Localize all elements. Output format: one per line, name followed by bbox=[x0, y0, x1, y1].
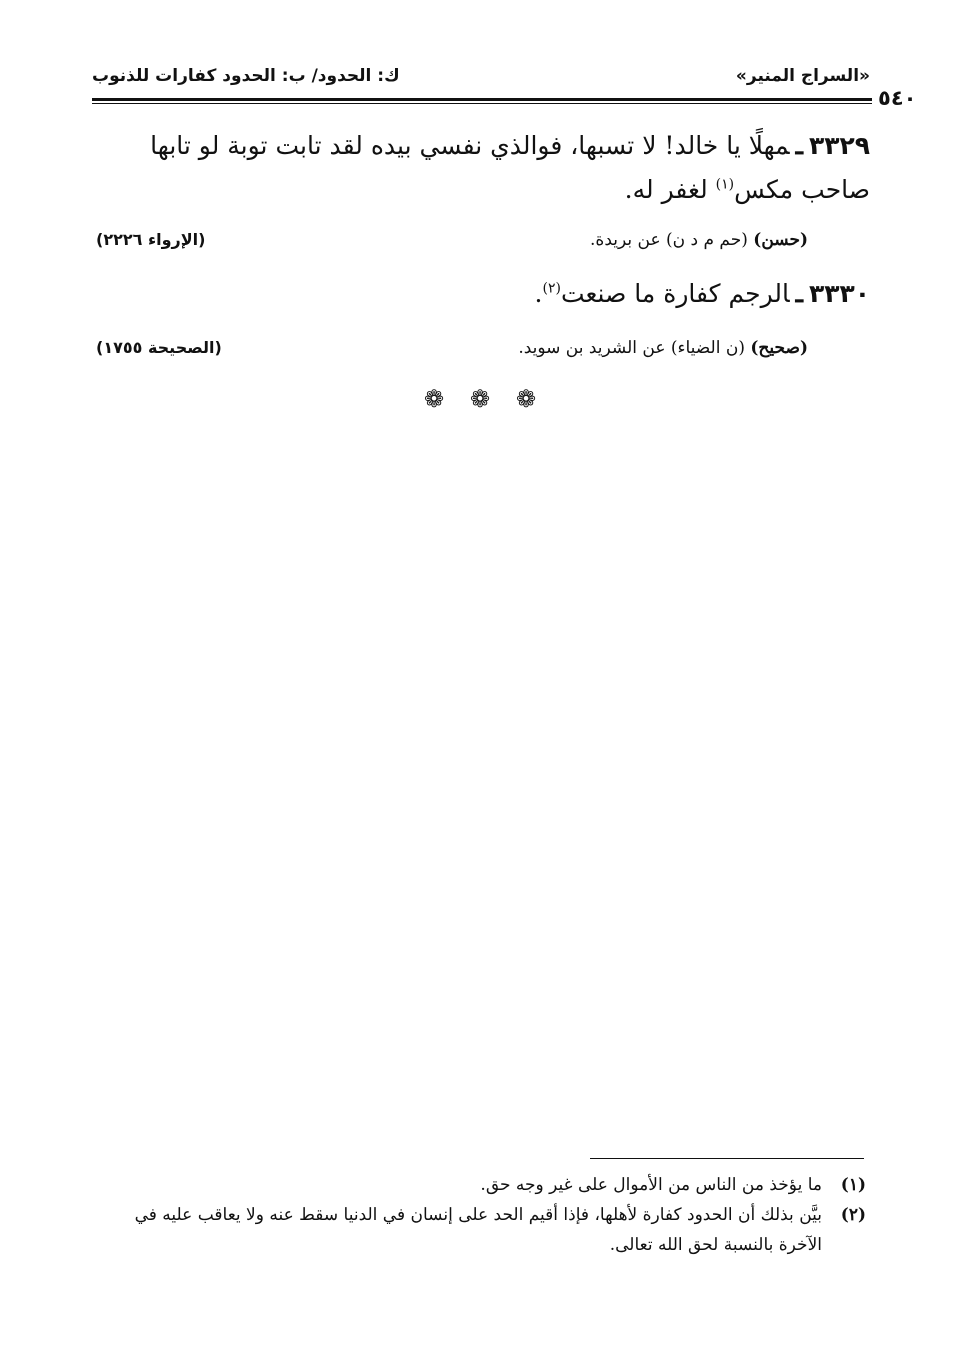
flower-ornament-icon: ❁ bbox=[423, 385, 445, 413]
flower-ornament-icon: ❁ bbox=[515, 385, 537, 413]
hadith-body: مهلًا يا خالد! لا تسبها، فوالذي نفسي بيده لقد تابت توبة لو تابها صاحب مكس bbox=[150, 131, 870, 204]
footnote-item bbox=[92, 1170, 870, 1200]
hadith-body: الرجم كفارة ما صنعت bbox=[560, 279, 790, 308]
footnotes bbox=[92, 1170, 870, 1260]
hadith-text bbox=[92, 124, 870, 212]
hadith-grade: (حسن) bbox=[753, 230, 808, 250]
running-header bbox=[92, 62, 870, 94]
hadith-source-row bbox=[92, 338, 870, 364]
footnote-ref[interactable]: (١) bbox=[715, 176, 735, 193]
footnote-text: ما يؤخذ من الناس من الأموال على غير وجه حق. bbox=[480, 1175, 822, 1195]
hadith-source bbox=[590, 230, 808, 250]
hadith-entry bbox=[92, 272, 870, 316]
hadith-narrators: (حم م د ن) عن بريدة. bbox=[590, 230, 754, 250]
hadith-grade: (صحيح) bbox=[750, 338, 808, 358]
footnote-marker: (٢) bbox=[840, 1205, 866, 1225]
hadith-reference: (الإرواء ٢٢٢٦) bbox=[96, 230, 206, 249]
header-rule-thick bbox=[92, 98, 872, 101]
hadith-source bbox=[518, 338, 808, 358]
page-number: ٥٤٠ bbox=[878, 86, 917, 110]
footnote-marker: (١) bbox=[840, 1175, 866, 1195]
chapter-title: ك: الحدود/ ب: الحدود كفارات للذنوب bbox=[92, 66, 400, 86]
hadith-number: ٣٣٣٠ bbox=[808, 279, 870, 308]
footnote-rule bbox=[590, 1158, 864, 1159]
header-rule-thin bbox=[92, 103, 872, 104]
hadith-number: ٣٣٢٩ bbox=[808, 131, 870, 160]
hadith-body-end: . bbox=[534, 279, 543, 308]
hadith-dash: ـ bbox=[795, 131, 803, 160]
book-title: «السراج المنير» bbox=[735, 66, 870, 86]
section-separator bbox=[420, 384, 540, 414]
hadith-dash: ـ bbox=[795, 279, 803, 308]
footnote-text: بيَّن بذلك أن الحدود كفارة لأهلها، فإذا أقيم الحد على إنسان في الدنيا سقط عنه ولا يعاقب عليه في الآخرة بالنسبة لحق الله تعالى. bbox=[134, 1205, 822, 1255]
hadith-reference: (الصحيحة ١٧٥٥) bbox=[96, 338, 222, 357]
hadith-text bbox=[92, 272, 870, 316]
hadith-body-end: لغفر له. bbox=[624, 175, 716, 204]
flower-ornament-icon: ❁ bbox=[469, 385, 491, 413]
footnote-item bbox=[92, 1200, 870, 1260]
hadith-narrators: (ن الضياء) عن الشريد بن سويد. bbox=[518, 338, 751, 358]
hadith-source-row bbox=[92, 230, 870, 256]
hadith-entry bbox=[92, 124, 870, 212]
footnote-ref[interactable]: (٢) bbox=[542, 280, 561, 297]
